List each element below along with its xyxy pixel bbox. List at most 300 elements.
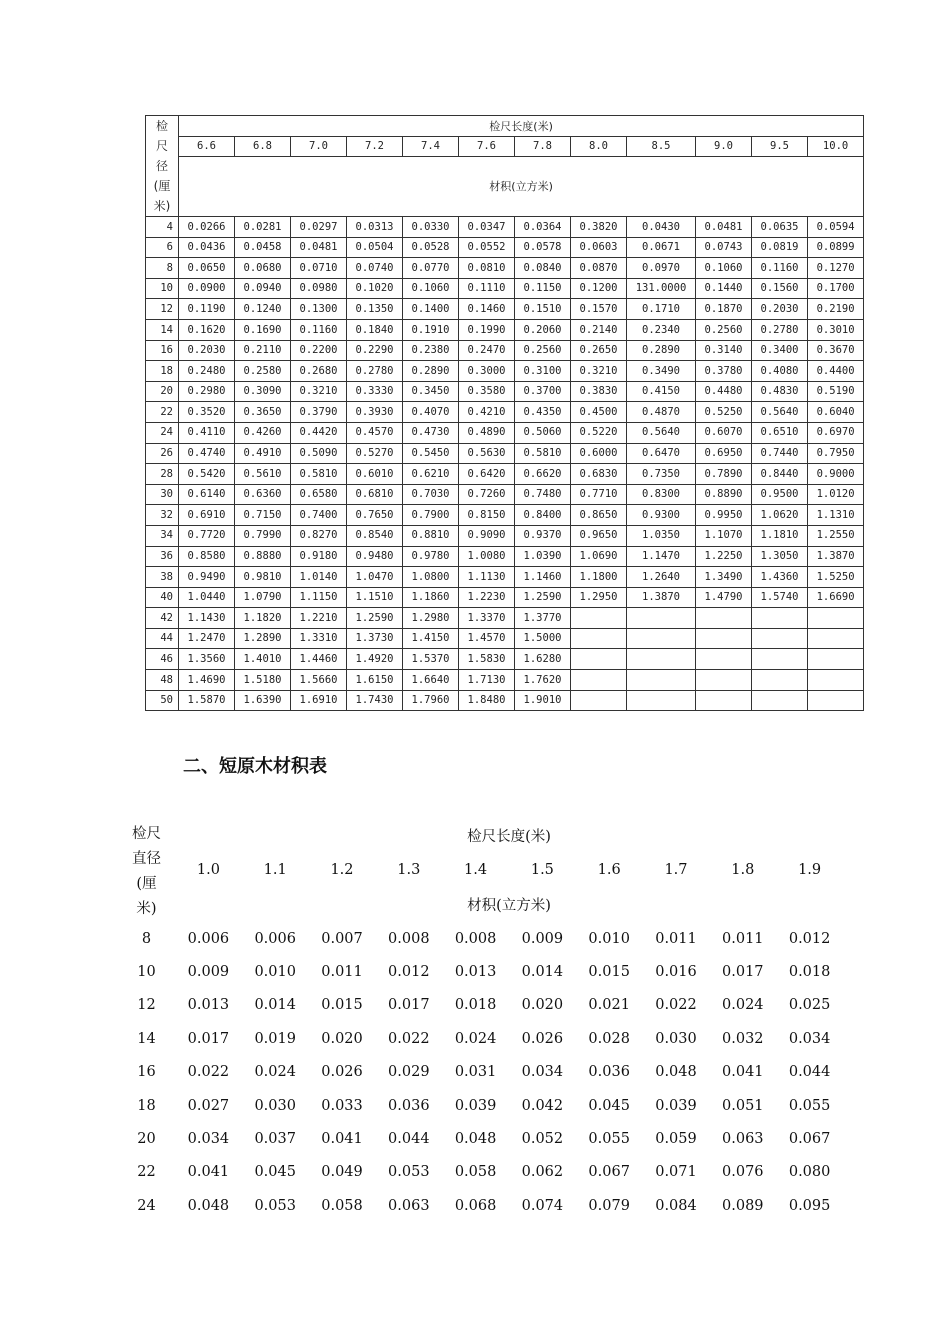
volume-cell: [696, 649, 752, 670]
volume-cell: 0.9370: [515, 525, 571, 546]
volume-cell: 1.4690: [179, 670, 235, 691]
volume-cell: 0.042: [521, 1097, 564, 1114]
table-row: [118, 1122, 843, 1155]
volume-cell: 0.0481: [696, 217, 752, 238]
diameter-label-line: 检尺: [132, 826, 161, 842]
length-cell: 1.9: [798, 861, 822, 878]
volume-cell: 0.5270: [347, 443, 403, 464]
volume-cell: 1.5660: [291, 670, 347, 691]
volume-cell: 0.3010: [808, 319, 864, 340]
volume-cell: 1.0350: [627, 525, 696, 546]
volume-cell: 0.020: [521, 997, 564, 1014]
volume-cell: 1.9010: [515, 690, 571, 711]
volume-cell: 0.2980: [179, 381, 235, 402]
long-log-volume-table: [145, 115, 864, 711]
volume-cell: 0.051: [722, 1097, 764, 1114]
volume-cell: 0.3830: [571, 381, 627, 402]
volume-cell: 0.5640: [752, 402, 808, 423]
volume-cell: [696, 670, 752, 691]
volume-cell: 0.034: [788, 1030, 831, 1047]
table-row: [146, 237, 864, 258]
volume-cell: 0.067: [588, 1164, 630, 1181]
volume-cell: 1.2550: [808, 525, 864, 546]
table-row: [146, 299, 864, 320]
length-cell: 7.8: [515, 137, 571, 157]
volume-cell: 0.1200: [571, 278, 627, 299]
volume-cell: 0.5250: [696, 402, 752, 423]
volume-cell: 0.063: [388, 1197, 430, 1214]
volume-cell: 0.2680: [291, 361, 347, 382]
volume-cell: [808, 608, 864, 629]
volume-header: 材积(立方米): [179, 157, 864, 217]
table-row: [118, 955, 843, 988]
volume-cell: 0.4730: [403, 422, 459, 443]
length-cell: 9.0: [696, 137, 752, 157]
volume-cell: 0.4350: [515, 402, 571, 423]
volume-cell: 0.022: [655, 997, 697, 1014]
volume-cell: 0.0504: [347, 237, 403, 258]
volume-cell: 0.0528: [403, 237, 459, 258]
volume-cell: 0.017: [187, 1030, 230, 1047]
volume-cell: 1.1070: [696, 525, 752, 546]
volume-cell: 0.9090: [459, 525, 515, 546]
volume-cell: 0.0594: [808, 217, 864, 238]
diameter-cell: 30: [146, 484, 179, 505]
volume-cell: 0.5420: [179, 464, 235, 485]
volume-cell: 0.1870: [696, 299, 752, 320]
volume-cell: 0.2290: [347, 340, 403, 361]
length-cell: 8.5: [627, 137, 696, 157]
volume-cell: 0.2650: [571, 340, 627, 361]
volume-cell: 0.015: [588, 964, 630, 981]
volume-cell: 1.2640: [627, 567, 696, 588]
volume-cell: 0.4420: [291, 422, 347, 443]
volume-cell: 0.009: [187, 964, 230, 981]
volume-cell: 1.3370: [459, 608, 515, 629]
volume-cell: [696, 690, 752, 711]
diameter-label-line: 直径: [132, 851, 161, 867]
volume-cell: 0.029: [388, 1064, 430, 1081]
table-row: [146, 381, 864, 402]
table-row: [146, 278, 864, 299]
volume-cell: 1.0140: [291, 567, 347, 588]
volume-cell: 0.4150: [627, 381, 696, 402]
volume-cell: 0.6950: [696, 443, 752, 464]
volume-cell: [808, 690, 864, 711]
volume-cell: 0.0680: [235, 258, 291, 279]
volume-cell: 0.3100: [515, 361, 571, 382]
volume-cell: 1.0120: [808, 484, 864, 505]
diameter-cell: 14: [137, 1030, 156, 1047]
volume-cell: 0.034: [521, 1064, 564, 1081]
diameter-cell: 32: [146, 505, 179, 526]
volume-cell: 0.0980: [291, 278, 347, 299]
table-row: [146, 340, 864, 361]
volume-cell: 0.024: [722, 997, 764, 1014]
volume-cell: 1.3870: [808, 546, 864, 567]
volume-cell: 0.3650: [235, 402, 291, 423]
volume-cell: 0.1570: [571, 299, 627, 320]
volume-cell: [808, 649, 864, 670]
volume-cell: 0.4570: [347, 422, 403, 443]
volume-cell: 0.048: [454, 1131, 497, 1148]
table-row: [146, 690, 864, 711]
length-cell: 6.8: [235, 137, 291, 157]
volume-cell: 0.048: [187, 1197, 230, 1214]
volume-cell: 1.2890: [235, 628, 291, 649]
diameter-cell: 50: [146, 690, 179, 711]
volume-cell: 0.6040: [808, 402, 864, 423]
volume-cell: 1.0390: [515, 546, 571, 567]
volume-cell: [696, 628, 752, 649]
volume-cell: 0.6360: [235, 484, 291, 505]
volume-cell: 1.4150: [403, 628, 459, 649]
volume-cell: 0.1270: [808, 258, 864, 279]
diameter-cell: 36: [146, 546, 179, 567]
diameter-cell: 22: [146, 402, 179, 423]
volume-cell: 0.3580: [459, 381, 515, 402]
volume-cell: [808, 670, 864, 691]
volume-cell: 1.2210: [291, 608, 347, 629]
volume-cell: 0.4740: [179, 443, 235, 464]
volume-cell: 1.1470: [627, 546, 696, 567]
table-row: [118, 1089, 843, 1122]
volume-cell: 0.3490: [627, 361, 696, 382]
volume-cell: 0.3820: [571, 217, 627, 238]
volume-cell: 1.0440: [179, 587, 235, 608]
volume-cell: 1.2980: [403, 608, 459, 629]
volume-cell: 0.058: [321, 1197, 363, 1214]
volume-cell: 0.041: [722, 1064, 764, 1081]
volume-cell: [571, 608, 627, 629]
length-cell: 7.6: [459, 137, 515, 157]
volume-cell: [752, 649, 808, 670]
volume-cell: 0.0743: [696, 237, 752, 258]
volume-cell: 0.5630: [459, 443, 515, 464]
volume-cell: 1.1310: [808, 505, 864, 526]
length-cell: 8.0: [571, 137, 627, 157]
volume-cell: 0.8880: [235, 546, 291, 567]
diameter-cell: 8: [141, 930, 152, 947]
volume-cell: 0.6000: [571, 443, 627, 464]
diameter-header: [118, 818, 175, 922]
table-row: [118, 1189, 843, 1222]
diameter-cell: 18: [146, 361, 179, 382]
volume-cell: 1.7960: [403, 690, 459, 711]
volume-cell: 0.6810: [347, 484, 403, 505]
volume-cell: 0.5610: [235, 464, 291, 485]
volume-cell: 0.1620: [179, 319, 235, 340]
volume-cell: 0.030: [254, 1097, 296, 1114]
volume-cell: 0.6470: [627, 443, 696, 464]
volume-cell: 0.3210: [571, 361, 627, 382]
volume-cell: 0.6970: [808, 422, 864, 443]
volume-cell: 0.5190: [808, 381, 864, 402]
volume-cell: 0.3400: [752, 340, 808, 361]
volume-cell: 0.5090: [291, 443, 347, 464]
diameter-cell: 4: [146, 217, 179, 238]
volume-cell: 0.1560: [752, 278, 808, 299]
volume-cell: 1.5870: [179, 690, 235, 711]
volume-cell: 0.6420: [459, 464, 515, 485]
table-row: [146, 670, 864, 691]
volume-cell: 0.0900: [179, 278, 235, 299]
volume-cell: 0.0899: [808, 237, 864, 258]
volume-cell: 0.1240: [235, 299, 291, 320]
volume-cell: 0.7950: [808, 443, 864, 464]
section-title: 二、短原木材积表: [183, 756, 327, 777]
volume-cell: 0.0313: [347, 217, 403, 238]
volume-cell: 0.1350: [347, 299, 403, 320]
volume-cell: 0.4080: [752, 361, 808, 382]
volume-cell: 1.2590: [347, 608, 403, 629]
volume-cell: 0.0578: [515, 237, 571, 258]
volume-cell: 0.8440: [752, 464, 808, 485]
volume-cell: 0.9000: [808, 464, 864, 485]
volume-cell: 0.6620: [515, 464, 571, 485]
volume-cell: 0.4870: [627, 402, 696, 423]
diameter-cell: 10: [137, 964, 156, 981]
diameter-cell: 16: [137, 1064, 156, 1081]
volume-cell: 1.8480: [459, 690, 515, 711]
table-row: [146, 402, 864, 423]
volume-cell: 0.016: [655, 964, 697, 981]
table-row: [146, 505, 864, 526]
volume-cell: [627, 608, 696, 629]
volume-cell: 0.053: [254, 1197, 296, 1214]
volume-cell: [627, 670, 696, 691]
diameter-header: [146, 116, 179, 217]
table-row: [118, 1156, 843, 1189]
length-header: 检尺长度(米): [179, 116, 864, 137]
volume-cell: 0.011: [722, 930, 764, 947]
volume-cell: 0.3000: [459, 361, 515, 382]
volume-cell: 0.5810: [515, 443, 571, 464]
volume-cell: 1.6390: [235, 690, 291, 711]
volume-cell: 0.6830: [571, 464, 627, 485]
table-row: [118, 1022, 843, 1055]
volume-cell: 0.2560: [515, 340, 571, 361]
volume-cell: 0.0810: [459, 258, 515, 279]
table-row: [146, 608, 864, 629]
volume-cell: 0.028: [588, 1030, 630, 1047]
volume-cell: [571, 670, 627, 691]
volume-cell: 0.4910: [235, 443, 291, 464]
volume-cell: 0.058: [454, 1164, 497, 1181]
diameter-label-line: 径: [155, 159, 168, 173]
length-cell: 1.2: [330, 861, 354, 878]
volume-cell: 1.1810: [752, 525, 808, 546]
table-row: [146, 361, 864, 382]
volume-cell: 0.080: [788, 1164, 831, 1181]
volume-cell: 0.2030: [179, 340, 235, 361]
volume-cell: 0.9480: [347, 546, 403, 567]
diameter-cell: 8: [146, 258, 179, 279]
volume-cell: 0.062: [521, 1164, 564, 1181]
volume-cell: 0.008: [454, 930, 497, 947]
table-row: [146, 422, 864, 443]
volume-cell: 0.026: [321, 1064, 363, 1081]
volume-cell: 1.3310: [291, 628, 347, 649]
volume-cell: 0.6580: [291, 484, 347, 505]
volume-cell: 0.1840: [347, 319, 403, 340]
table-row: [146, 525, 864, 546]
volume-cell: 1.7430: [347, 690, 403, 711]
table-row: [146, 567, 864, 588]
volume-cell: 0.5450: [403, 443, 459, 464]
length-cell: 1.8: [731, 861, 755, 878]
volume-cell: 1.5180: [235, 670, 291, 691]
volume-cell: 0.7990: [235, 525, 291, 546]
volume-cell: [752, 670, 808, 691]
volume-cell: 0.031: [454, 1064, 497, 1081]
volume-cell: [752, 628, 808, 649]
volume-cell: 0.014: [521, 964, 564, 981]
volume-cell: 0.014: [254, 997, 296, 1014]
volume-cell: 0.067: [788, 1131, 831, 1148]
volume-cell: 0.0297: [291, 217, 347, 238]
volume-cell: [752, 690, 808, 711]
volume-cell: 0.2480: [179, 361, 235, 382]
volume-cell: 0.024: [254, 1064, 296, 1081]
volume-cell: 0.0740: [347, 258, 403, 279]
volume-cell: 0.2200: [291, 340, 347, 361]
volume-cell: 0.1700: [808, 278, 864, 299]
volume-cell: 0.3330: [347, 381, 403, 402]
volume-cell: 0.9650: [571, 525, 627, 546]
volume-cell: 0.0458: [235, 237, 291, 258]
volume-cell: 0.5640: [627, 422, 696, 443]
volume-cell: 0.7350: [627, 464, 696, 485]
volume-cell: 0.3090: [235, 381, 291, 402]
volume-cell: 1.0080: [459, 546, 515, 567]
volume-cell: 0.055: [788, 1097, 831, 1114]
volume-cell: 0.4070: [403, 402, 459, 423]
volume-cell: 0.7710: [571, 484, 627, 505]
length-cell: 1.1: [263, 861, 287, 878]
volume-cell: 0.036: [388, 1097, 430, 1114]
length-cell: 7.4: [403, 137, 459, 157]
volume-cell: 0.1990: [459, 319, 515, 340]
volume-cell: 1.3770: [515, 608, 571, 629]
volume-cell: 1.6150: [347, 670, 403, 691]
volume-cell: 0.4210: [459, 402, 515, 423]
volume-cell: [808, 628, 864, 649]
volume-cell: 0.1190: [179, 299, 235, 320]
volume-cell: 0.4400: [808, 361, 864, 382]
volume-cell: 0.0940: [235, 278, 291, 299]
volume-cell: 0.022: [388, 1030, 430, 1047]
table-row: [146, 217, 864, 238]
volume-cell: 0.7260: [459, 484, 515, 505]
volume-cell: 0.1690: [235, 319, 291, 340]
volume-cell: 0.006: [187, 930, 230, 947]
volume-cell: 0.1110: [459, 278, 515, 299]
volume-cell: 0.8150: [459, 505, 515, 526]
volume-cell: 0.2380: [403, 340, 459, 361]
volume-cell: 0.0552: [459, 237, 515, 258]
diameter-cell: 22: [137, 1164, 156, 1181]
volume-cell: 1.4360: [752, 567, 808, 588]
volume-cell: 0.039: [655, 1097, 697, 1114]
volume-cell: 0.4480: [696, 381, 752, 402]
diameter-label-line: (厘: [153, 179, 171, 193]
volume-cell: 1.0470: [347, 567, 403, 588]
volume-cell: 0.9300: [627, 505, 696, 526]
length-cell: 1.6: [597, 861, 621, 878]
volume-cell: 0.5060: [515, 422, 571, 443]
volume-cell: [571, 690, 627, 711]
diameter-cell: 46: [146, 649, 179, 670]
volume-cell: 0.8650: [571, 505, 627, 526]
length-cell: 7.0: [291, 137, 347, 157]
volume-cell: 0.019: [254, 1030, 296, 1047]
diameter-cell: 12: [137, 997, 156, 1014]
volume-cell: 0.3450: [403, 381, 459, 402]
volume-cell: 0.5220: [571, 422, 627, 443]
volume-cell: 0.3780: [696, 361, 752, 382]
length-cell: 1.3: [397, 861, 421, 878]
volume-cell: 1.0800: [403, 567, 459, 588]
volume-cell: 1.3870: [627, 587, 696, 608]
diameter-cell: 26: [146, 443, 179, 464]
volume-cell: [752, 608, 808, 629]
diameter-cell: 48: [146, 670, 179, 691]
volume-cell: 0.013: [187, 997, 230, 1014]
volume-cell: 0.0840: [515, 258, 571, 279]
volume-cell: 1.4570: [459, 628, 515, 649]
diameter-label-line: (厘: [136, 876, 157, 892]
volume-cell: 0.4890: [459, 422, 515, 443]
volume-cell: 0.089: [722, 1197, 764, 1214]
volume-cell: 0.017: [722, 964, 764, 981]
volume-cell: 0.7480: [515, 484, 571, 505]
volume-cell: 1.2950: [571, 587, 627, 608]
volume-cell: 1.5250: [808, 567, 864, 588]
volume-cell: 0.0330: [403, 217, 459, 238]
volume-cell: 1.3560: [179, 649, 235, 670]
volume-cell: 0.0635: [752, 217, 808, 238]
volume-cell: 0.3520: [179, 402, 235, 423]
volume-cell: 0.1910: [403, 319, 459, 340]
volume-cell: 0.013: [454, 964, 497, 981]
volume-cell: 0.0650: [179, 258, 235, 279]
volume-cell: 0.049: [321, 1164, 363, 1181]
volume-cell: 1.7620: [515, 670, 571, 691]
volume-cell: 1.5740: [752, 587, 808, 608]
volume-cell: 0.3140: [696, 340, 752, 361]
volume-cell: 131.0000: [627, 278, 696, 299]
volume-cell: 0.030: [655, 1030, 697, 1047]
volume-cell: 0.9950: [696, 505, 752, 526]
volume-cell: 1.4460: [291, 649, 347, 670]
volume-cell: 0.027: [187, 1097, 230, 1114]
diameter-cell: 40: [146, 587, 179, 608]
volume-cell: 0.6010: [347, 464, 403, 485]
table-row: [146, 319, 864, 340]
volume-cell: 1.1430: [179, 608, 235, 629]
volume-cell: 0.025: [788, 997, 831, 1014]
volume-cell: 1.6690: [808, 587, 864, 608]
volume-cell: 0.9810: [235, 567, 291, 588]
volume-cell: 0.006: [254, 930, 296, 947]
diameter-cell: 16: [146, 340, 179, 361]
table-row: [146, 628, 864, 649]
volume-cell: 1.4790: [696, 587, 752, 608]
volume-cell: 1.2470: [179, 628, 235, 649]
volume-cell: 0.8400: [515, 505, 571, 526]
volume-cell: 0.048: [655, 1064, 697, 1081]
